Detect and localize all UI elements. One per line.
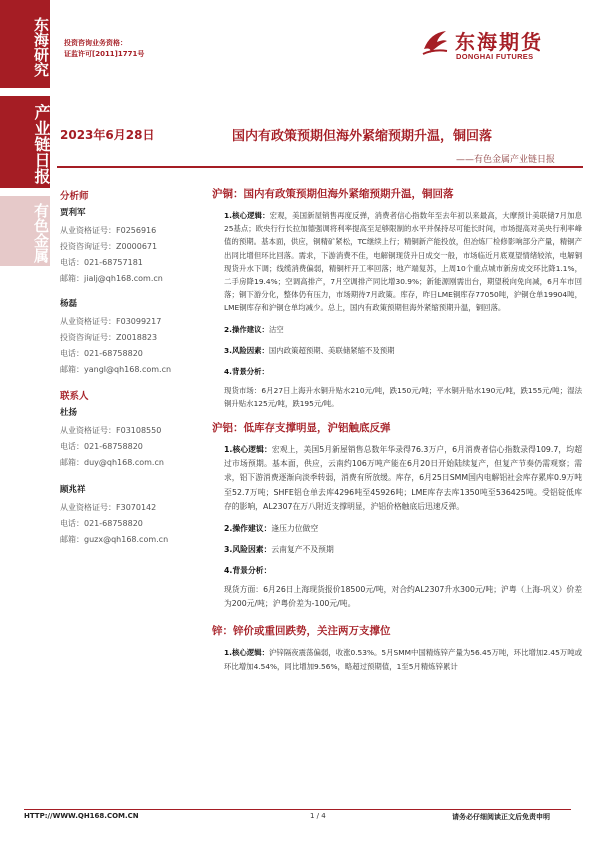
analyst-license: 从业资格证号：F0256916 xyxy=(60,226,157,235)
core-logic-text: 宏观，美国新屋销售再度反弹，消费者信心指数年至去年初以来最高，大摩预计美联储7月加息25基点；欧央行行长拉加德强调将利率提高至足够限制的水平并保持尽可能长时间，市场提高对美央行利率峰值的预期。基本面，供应，铜精矿紧松，TC继续上行；精铜新产能投放，但冶炼厂检修影响部分产量，精铜产出同比增但环比回落。需求，下游消费不佳，电解铜现货升日成交一般，市场临近月底观望情绪较浓，电解铜现货升水下调；线缆消费偏弱，精铜杆开工率回落；地产端复苏，上周10个重点城市新房成交环比降1.1%，二手房降19.4%；空调高排产，7月空调排产同比增30.9%；新能源刚需出台，期望税向免向减，6月车市回落；铜下游分化，整体仍有压力，市场期待7月政策。库存，昨日LME铜库存77050吨，沪铜仓单19904吨，LME铜库存和沪铜仓单均减少。总上，国内有政策预期但海外紧缩预期升温，铜回落。 xyxy=(224,211,582,313)
analysts-heading: 分析师 xyxy=(60,191,89,202)
report-date: 2023年6月28日 xyxy=(60,128,155,142)
copper-section xyxy=(212,186,582,410)
contact-name: 杜扬 xyxy=(60,408,78,418)
contact-name: 顾兆祥 xyxy=(60,485,86,495)
zinc-heading: 锌：锌价或重回跌势，关注两万支撑位 xyxy=(212,625,391,638)
analyst-email[interactable]: 邮箱：yangl@qh168.com.cn xyxy=(60,365,172,374)
author-sidebar xyxy=(60,188,200,558)
risk-text: 云南复产不及预期 xyxy=(271,545,334,555)
aluminum-core-logic xyxy=(224,443,582,514)
core-logic-text: 沪锌隔夜震荡偏弱，收涨0.53%。5月SMM中国精炼锌产量为56.45万吨，环比增加2.45万吨或环比增加4.54%，同比增加9.56%，略超过预期值，1至5月精炼锌累计 xyxy=(224,648,582,671)
contacts-heading: 联系人 xyxy=(60,391,89,402)
zinc-section xyxy=(212,623,582,672)
logo-chinese-name: 东海期货 xyxy=(455,30,543,54)
core-logic-label: 1.核心逻辑： xyxy=(224,445,272,455)
license-line1: 投资咨询业务资格： xyxy=(64,39,127,47)
contact-email[interactable]: 邮箱：duy@qh168.com.cn xyxy=(60,458,164,467)
operation-text: 沽空 xyxy=(268,324,284,334)
report-type-label: 产业链日报 xyxy=(32,104,51,184)
report-type-band xyxy=(0,96,50,188)
analyst-name: 贾利军 xyxy=(60,208,86,218)
company-logo-icon xyxy=(420,27,450,57)
operation-label: 2.操作建议： xyxy=(224,524,272,534)
contact-license: 从业资格证号：F3070142 xyxy=(60,503,157,512)
contact-license: 从业资格证号：F03108550 xyxy=(60,426,162,435)
copper-background-label xyxy=(224,365,582,378)
background-label: 4.背景分析： xyxy=(224,366,269,376)
license-info xyxy=(64,38,144,60)
operation-label: 2.操作建议： xyxy=(224,324,269,334)
risk-label: 3.风险因素： xyxy=(224,545,272,555)
contact-phone: 电话：021-68758820 xyxy=(60,442,143,451)
analyst-phone: 电话：021-68758820 xyxy=(60,349,143,358)
brand-label: 东海研究 xyxy=(32,17,50,77)
zinc-core-logic xyxy=(224,646,582,672)
background-label: 4.背景分析： xyxy=(224,566,272,576)
contact-phone: 电话：021-68758820 xyxy=(60,519,143,528)
analyst-card xyxy=(60,297,200,378)
aluminum-risk xyxy=(224,543,582,556)
copper-core-logic xyxy=(224,209,582,315)
risk-text: 国内政策超预期、美联储紧缩不及预期 xyxy=(268,345,395,355)
analyst-name: 杨磊 xyxy=(60,299,78,309)
contact-email[interactable]: 邮箱：guzx@qh168.com.cn xyxy=(60,535,169,544)
analyst-advisory-license: 投资咨询证号：Z0000671 xyxy=(60,242,158,251)
copper-background: 现货市场：6月27日上海升水铜升贴水210元/吨，跌150元/吨；平水铜升贴水190元/吨，跌155元/吨；湿法铜升贴水125元/吨，跌195元/吨。 xyxy=(224,385,582,408)
page-number: 1 / 4 xyxy=(310,812,326,820)
contact-card xyxy=(60,483,200,548)
aluminum-section xyxy=(212,420,582,611)
analyst-phone: 电话：021-68757181 xyxy=(60,258,143,267)
report-title: 国内有政策预期但海外紧缩预期升温，铜回落 xyxy=(232,129,493,144)
copper-risk xyxy=(224,344,582,357)
aluminum-background: 现货方面：6月26日上海现货报价18500元/吨，对合约AL2307升水300元/吨；沪粤（上海-巩义）价差为200元/吨；沪粤价差为-100元/吨。 xyxy=(224,585,582,609)
footer-divider xyxy=(24,809,571,810)
operation-text: 逢压力位做空 xyxy=(271,524,319,534)
analyst-license: 从业资格证号：F03099217 xyxy=(60,317,162,326)
aluminum-operation xyxy=(224,522,582,535)
risk-label: 3.风险因素： xyxy=(224,345,269,355)
analyst-card xyxy=(60,206,200,287)
analyst-advisory-license: 投资咨询证号：Z0018823 xyxy=(60,333,158,342)
brand-band xyxy=(0,0,50,88)
report-body xyxy=(212,186,582,673)
aluminum-background-label xyxy=(224,564,582,577)
copper-heading: 沪铜：国内有政策预期但海外紧缩预期升温，铜回落 xyxy=(212,188,454,200)
sector-band xyxy=(0,196,50,266)
header-divider xyxy=(57,166,583,168)
sector-label: 有色金属 xyxy=(32,203,50,263)
report-subtitle: ——有色金属产业链日报 xyxy=(456,155,556,165)
license-line2: 证监许可[2011]1771号 xyxy=(64,50,145,58)
analyst-email[interactable]: 邮箱：jialj@qh168.com.cn xyxy=(60,274,163,283)
contact-card xyxy=(60,406,200,471)
aluminum-heading: 沪铝：低库存支撑明显，沪铝触底反弹 xyxy=(212,422,391,435)
logo-english-name: DONGHAI FUTURES xyxy=(456,52,534,61)
core-logic-label: 1.核心逻辑： xyxy=(224,648,270,658)
footer-website-link[interactable]: HTTP://WWW.QH168.COM.CN xyxy=(24,812,139,820)
copper-operation xyxy=(224,323,582,336)
footer-disclaimer: 请务必仔细阅读正文后免责申明 xyxy=(452,813,550,821)
core-logic-text: 宏观上，美国5月新屋销售总数年华录得76.3万户，6月消费者信心指数录得109.7，均超过市场预期。基本面，供应，云南约106万吨产能在6月20日开始陆续复产，但复产节奏仍需观察；需求，铝下游消费逐渐向淡季转弱，消费有所放缓。库存，6月25日SMM国内电解铝社会库存累库0.9万吨至52.7万吨；SHFE铝仓单去库4296吨至45926吨；LME库存去库1350吨至536425吨。受铝锭低库存的影响，AL2307在万八附近支撑明显，沪铝价格触底后迅速反弹。 xyxy=(224,445,582,511)
core-logic-label: 1.核心逻辑： xyxy=(224,211,270,220)
